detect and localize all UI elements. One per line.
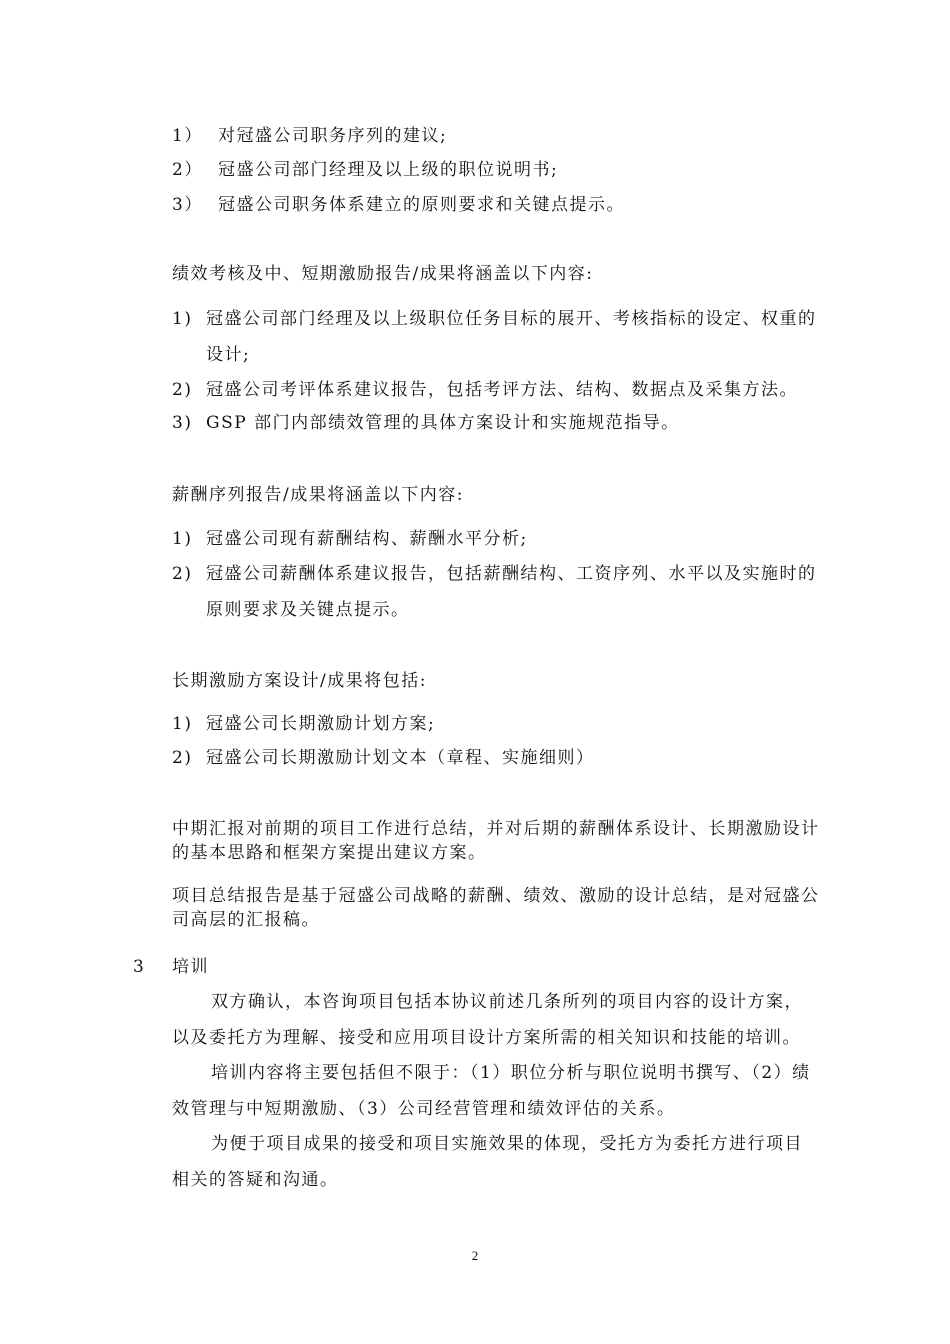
longterm-heading: 长期激励方案设计/成果将包括: <box>172 671 427 691</box>
list-number: 3) <box>172 413 193 433</box>
list-number: 1) <box>172 714 193 734</box>
midterm-paragraph-line-2: 的基本思路和框架方案提出建议方案。 <box>172 843 487 863</box>
list-number: 2) <box>172 564 193 584</box>
list-text: 冠盛公司现有薪酬结构、薪酬水平分析; <box>206 529 528 549</box>
salary-heading: 薪酬序列报告/成果将涵盖以下内容: <box>172 485 464 505</box>
list-text: 冠盛公司部门经理及以上级的职位说明书; <box>218 160 559 180</box>
training-p3-line-1: 为便于项目成果的接受和项目实施效果的体现，受托方为委托方进行项目 <box>211 1134 803 1154</box>
performance-heading: 绩效考核及中、短期激励报告/成果将涵盖以下内容: <box>172 264 594 284</box>
list-text: 冠盛公司考评体系建议报告，包括考评方法、结构、数据点及采集方法。 <box>206 380 798 400</box>
list-number: 1） <box>172 126 203 146</box>
list-text: 冠盛公司长期激励计划方案; <box>206 714 436 734</box>
performance-item-1-cont: 设计; <box>206 345 251 365</box>
list-number: 2） <box>172 160 203 180</box>
summary-paragraph-line-1: 项目总结报告是基于冠盛公司战略的薪酬、绩效、激励的设计总结，是对冠盛公 <box>172 886 820 906</box>
list-text: 对冠盛公司职务序列的建议; <box>218 126 448 146</box>
list-text: 冠盛公司长期激励计划文本（章程、实施细则） <box>206 748 595 768</box>
list-number: 3） <box>172 195 203 215</box>
midterm-paragraph-line-1: 中期汇报对前期的项目工作进行总结，并对后期的薪酬体系设计、长期激励设计 <box>172 819 820 839</box>
list-text: 冠盛公司薪酬体系建议报告，包括薪酬结构、工资序列、水平以及实施时的 <box>206 564 817 584</box>
training-p1-line-1: 双方确认，本咨询项目包括本协议前述几条所列的项目内容的设计方案， <box>211 992 803 1012</box>
list-text: 冠盛公司职务体系建立的原则要求和关键点提示。 <box>218 195 625 215</box>
summary-paragraph-line-2: 司高层的汇报稿。 <box>172 910 320 930</box>
salary-item-2-cont: 原则要求及关键点提示。 <box>206 600 410 620</box>
list-number: 1) <box>172 309 193 329</box>
list-text: GSP 部门内部绩效管理的具体方案设计和实施规范指导。 <box>206 413 680 433</box>
section-number: 3 <box>133 957 146 977</box>
list-number: 2) <box>172 380 193 400</box>
training-p2-line-1: 培训内容将主要包括但不限于：（1）职位分析与职位说明书撰写、（2）绩 <box>211 1063 811 1083</box>
list-text: 冠盛公司部门经理及以上级职位任务目标的展开、考核指标的设定、权重的 <box>206 309 817 329</box>
training-p2-line-2: 效管理与中短期激励、（3）公司经营管理和绩效评估的关系。 <box>172 1099 676 1119</box>
training-p1-line-2: 以及委托方为理解、接受和应用项目设计方案所需的相关知识和技能的培训。 <box>172 1028 801 1048</box>
page-number: 2 <box>471 1248 479 1263</box>
training-p3-line-2: 相关的答疑和沟通。 <box>172 1170 339 1190</box>
section-title: 培训 <box>172 957 209 977</box>
list-number: 2) <box>172 748 193 768</box>
list-number: 1) <box>172 529 193 549</box>
